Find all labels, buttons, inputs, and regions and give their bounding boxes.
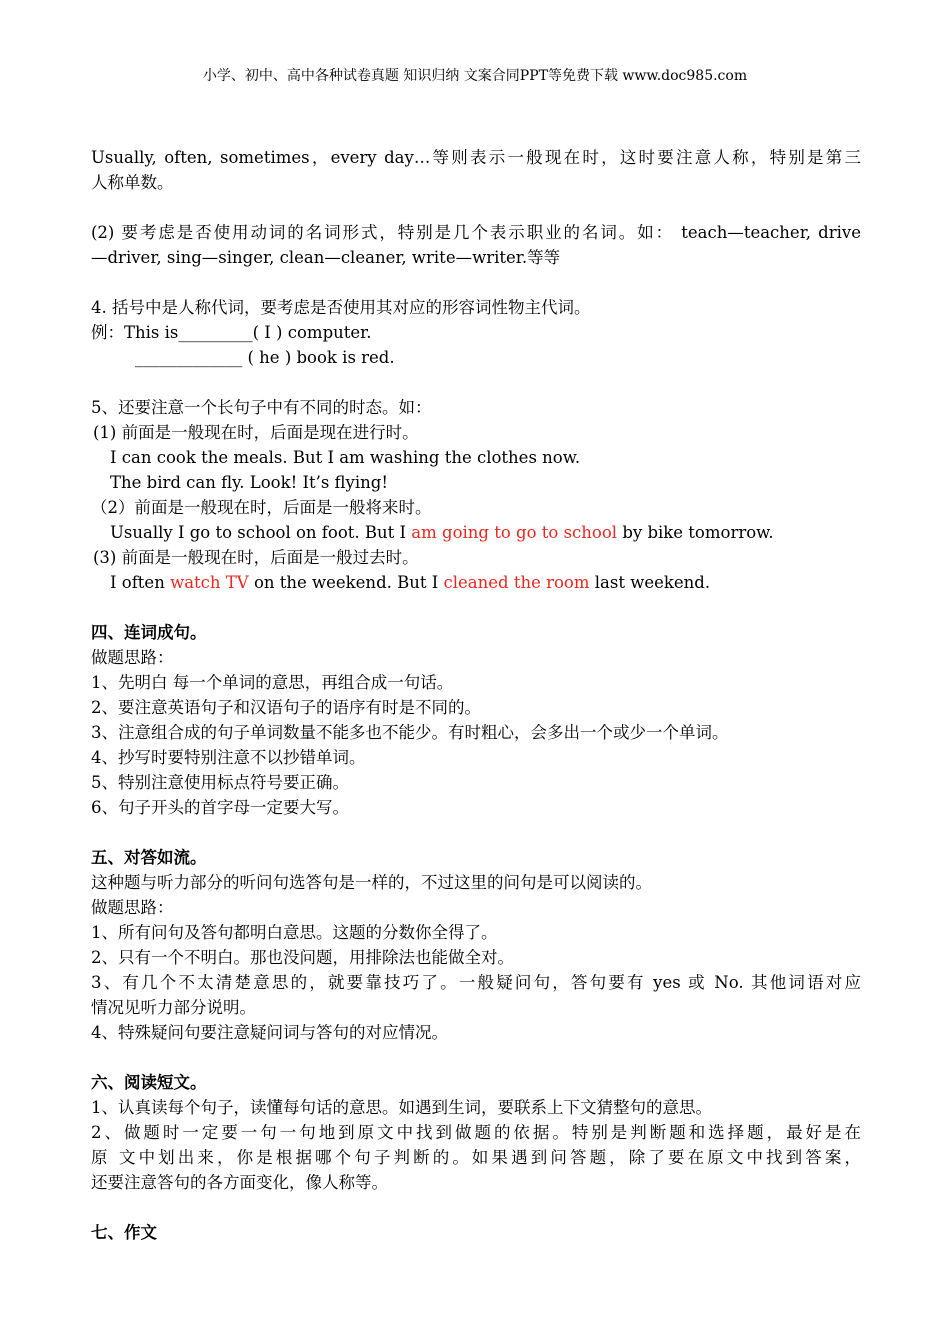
section5-item-4: 4、特殊疑问句要注意疑问词与答句的对应情况。	[91, 1023, 448, 1042]
sub2-text-a: Usually I go to school on foot. But I	[110, 523, 412, 542]
intro-line-1: Usually, often, sometimes，every day…等则表示一般现在时，这时要注意人称，特别是第三	[91, 148, 861, 167]
page-header: 小学、初中、高中各种试卷真题 知识归纳 文案合同PPT等免费下载 www.doc985.com	[202, 68, 748, 84]
section4-item-3: 3、注意组合成的句子单词数量不能多也不能少。有时粗心，会多出一个或少一个单词。	[91, 723, 729, 742]
point5-sub3-example	[91, 570, 861, 595]
sub2-text-b: by bike tomorrow.	[617, 523, 774, 542]
section5-item-3-line-2: 情况见听力部分说明。	[91, 998, 256, 1017]
section4-item-5: 5、特别注意使用标点符号要正确。	[91, 773, 349, 792]
intro-line-2: 人称单数。	[91, 173, 174, 192]
point5-sub2-example	[91, 520, 861, 545]
point5-sub1-example-2: The bird can fly. Look! It’s flying!	[110, 473, 388, 492]
point5-sub1-title: (1) 前面是一般现在时，后面是现在进行时。	[93, 423, 419, 442]
point5-title: 5、还要注意一个长句子中有不同的时态。如：	[91, 398, 432, 417]
section6-item-2-line-3: 还要注意答句的各方面变化，像人称等。	[91, 1173, 388, 1192]
sub3-text-c: last weekend.	[589, 573, 711, 592]
section4-item-6: 6、句子开头的首字母一定要大写。	[91, 798, 349, 817]
point5-sub3-title: (3) 前面是一般现在时，后面是一般过去时。	[93, 548, 419, 567]
point2-line-1: (2) 要考虑是否使用动词的名词形式，特别是几个表示职业的名词。如： teach—teacher, drive	[91, 223, 861, 242]
section6-heading: 六、阅读短文。	[91, 1073, 207, 1092]
section7-heading: 七、作文	[91, 1223, 157, 1242]
section4-item-2: 2、要注意英语句子和汉语句子的语序有时是不同的。	[91, 698, 481, 717]
section5-desc: 这种题与听力部分的听问句选答句是一样的，不过这里的问句是可以阅读的。	[91, 873, 652, 892]
point4-example-2: _____________ ( he ) book is red.	[135, 348, 395, 367]
section4-item-1: 1、先明白 每一个单词的意思，再组合成一句话。	[91, 673, 454, 692]
section6-item-2-line-1: 2、做题时一定要一句一句地到原文中找到做题的依据。特别是判断题和选择题，最好是在	[91, 1123, 861, 1142]
section4-heading: 四、连词成句。	[91, 623, 207, 642]
point5-sub1-example-1: I can cook the meals. But I am washing the clothes now.	[110, 448, 581, 467]
section5-heading: 五、对答如流。	[91, 848, 207, 867]
sub2-highlight: am going to go to school	[411, 523, 618, 542]
sub3-highlight-1: watch TV	[170, 573, 249, 592]
document-body	[91, 145, 861, 1245]
section5-intro: 做题思路：	[91, 898, 174, 917]
point4-example-1: 例：This is_________( I ) computer.	[91, 323, 372, 342]
sub3-text-a: I often	[110, 573, 171, 592]
point4-title: 4. 括号中是人称代词，要考虑是否使用其对应的形容词性物主代词。	[91, 298, 591, 317]
point5-sub2-title: （2）前面是一般现在时，后面是一般将来时。	[91, 498, 432, 517]
section5-item-2: 2、只有一个不明白。那也没问题，用排除法也能做全对。	[91, 948, 514, 967]
sub3-highlight-2: cleaned the room	[443, 573, 590, 592]
section6-item-1: 1、认真读每个句子，读懂每句话的意思。如遇到生词，要联系上下文猜整句的意思。	[91, 1098, 712, 1117]
point2-line-2: —driver, sing—singer, clean—cleaner, write—writer.等等	[91, 248, 561, 267]
section5-item-3-line-1: 3、有几个不太清楚意思的，就要靠技巧了。一般疑问句，答句要有 yes 或 No. 其他词语对应	[91, 973, 861, 992]
section4-intro: 做题思路：	[91, 648, 174, 667]
section6-item-2-line-2: 原 文中划出来，你是根据哪个句子判断的。如果遇到问答题，除了要在原文中找到答案，	[91, 1148, 861, 1167]
sub3-text-b: on the weekend. But I	[248, 573, 444, 592]
section5-item-1: 1、所有问句及答句都明白意思。这题的分数你全得了。	[91, 923, 498, 942]
section4-item-4: 4、抄写时要特别注意不以抄错单词。	[91, 748, 366, 767]
